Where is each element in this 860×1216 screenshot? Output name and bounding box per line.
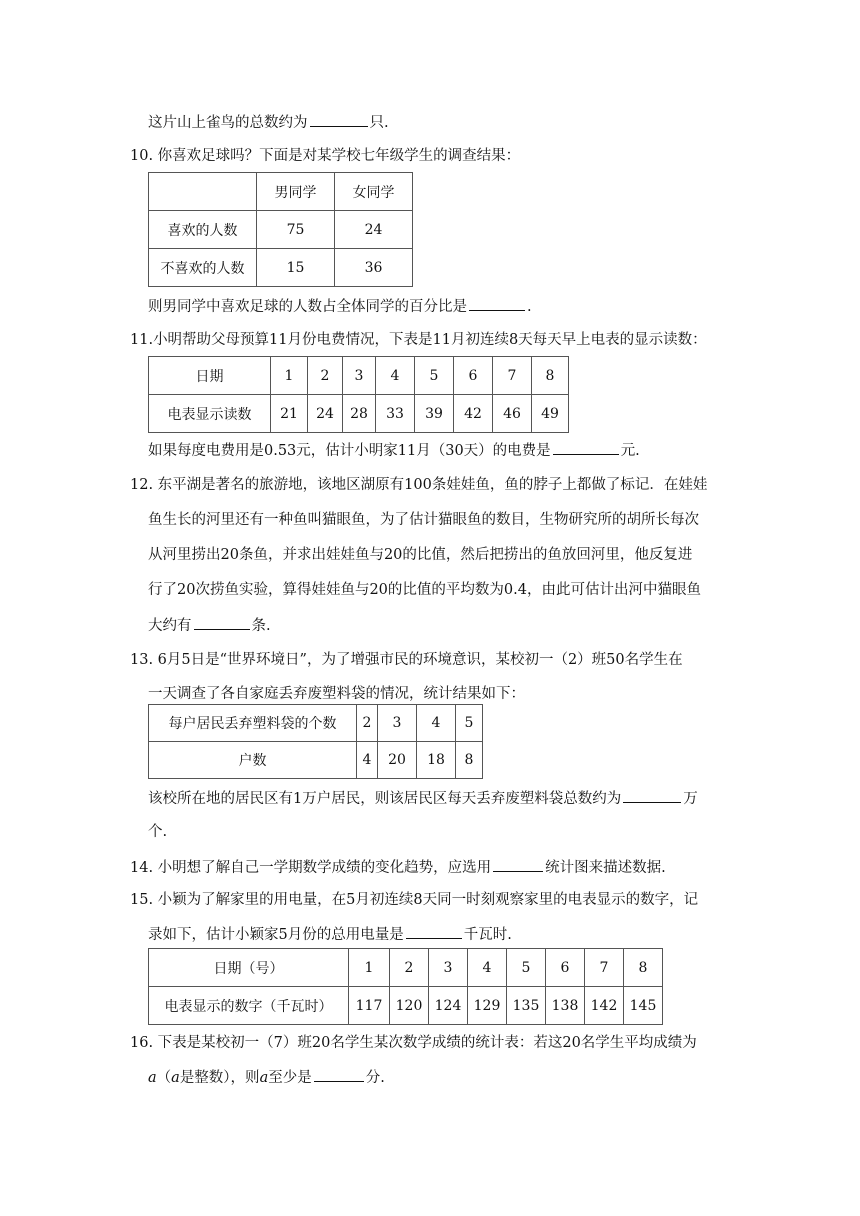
table-cell: 15 xyxy=(257,249,335,287)
question-text: 如果每度电费用是0.53元，估计小明家11月（30天）的电费是 xyxy=(148,443,551,459)
table-cell: 不喜欢的人数 xyxy=(149,249,257,287)
table-cell: 7 xyxy=(493,357,532,395)
question-text: 大约有 xyxy=(148,618,192,634)
q9-tail xyxy=(148,112,389,133)
table-cell: 2 xyxy=(308,357,343,395)
table-cell: 135 xyxy=(507,987,546,1025)
q15-line-2 xyxy=(148,924,512,945)
question-text-end: . xyxy=(527,299,532,315)
question-number: 10. xyxy=(130,148,154,164)
table-cell: 5 xyxy=(456,705,483,742)
table-cell: 24 xyxy=(308,395,343,433)
table-cell: 49 xyxy=(532,395,569,433)
q12-line-4: 行了20次捞鱼实验，算得娃娃鱼与20的比值的平均数为0.4，由此可估计出河中猫眼鱼 xyxy=(148,582,701,598)
q16-line-1 xyxy=(130,1033,697,1053)
q13-line-2: 一天调查了各自家庭丢弃废塑料袋的情况，统计结果如下： xyxy=(148,686,525,702)
q12-line-2: 鱼生长的河里还有一种鱼叫猫眼鱼，为了估计猫眼鱼的数目，生物研究所的胡所长每次 xyxy=(148,512,699,528)
table-cell: 8 xyxy=(624,949,663,987)
table-cell: 129 xyxy=(468,987,507,1025)
variable-a: a xyxy=(148,1070,157,1086)
q10-question xyxy=(148,296,532,317)
q10-table xyxy=(148,172,413,287)
question-text: 下表是某校初一（7）班20名学生某次数学成绩的统计表：若这20名学生平均成绩为 xyxy=(157,1035,697,1051)
table-cell: 24 xyxy=(335,211,413,249)
q9-text-end: 只. xyxy=(369,115,389,131)
table-cell: 5 xyxy=(507,949,546,987)
table-cell: 39 xyxy=(415,395,454,433)
table-cell: 6 xyxy=(454,357,493,395)
question-text: 该校所在地的居民区有1万户居民，则该居民区每天丢弃废塑料袋总数约为 xyxy=(148,791,622,807)
question-text: 小明帮助父母预算11月份电费情况，下表是11月初连续8天每天早上电表的显示读数： xyxy=(153,332,707,348)
q13-question-line-2: 个. xyxy=(148,824,168,840)
q11-stem xyxy=(130,330,707,350)
q13-line-1 xyxy=(130,650,683,670)
question-text: 至少是 xyxy=(268,1070,312,1086)
table-cell: 男同学 xyxy=(257,173,335,211)
table-cell: 8 xyxy=(532,357,569,395)
table-cell: 75 xyxy=(257,211,335,249)
q14 xyxy=(130,857,666,878)
table-cell: 日期（号） xyxy=(149,949,349,987)
question-text: 录如下，估计小颖家5月份的总用电量是 xyxy=(148,927,404,943)
answer-blank xyxy=(493,857,543,872)
q13-table xyxy=(148,704,483,779)
variable-a: a xyxy=(171,1070,180,1086)
table-cell: 户数 xyxy=(149,742,357,779)
table-cell: 电表显示的数字（千瓦时） xyxy=(149,987,349,1025)
question-text-end: 千瓦时. xyxy=(463,927,512,943)
variable-a: a xyxy=(259,1070,269,1086)
question-number: 12. xyxy=(130,477,154,493)
answer-blank xyxy=(623,788,681,803)
table-cell: 每户居民丢弃塑料袋的个数 xyxy=(149,705,357,742)
table-cell: 36 xyxy=(335,249,413,287)
answer-blank xyxy=(469,296,525,311)
table-cell: 18 xyxy=(417,742,456,779)
table-cell: 138 xyxy=(546,987,585,1025)
table-cell: 1 xyxy=(349,949,390,987)
table-cell: 2 xyxy=(390,949,429,987)
q16-line-2 xyxy=(148,1067,385,1088)
table-cell: 33 xyxy=(376,395,415,433)
table-cell: 117 xyxy=(349,987,390,1025)
q15-line-1 xyxy=(130,890,698,910)
q11-question xyxy=(148,440,640,461)
question-text: 则男同学中喜欢足球的人数占全体同学的百分比是 xyxy=(148,299,467,315)
table-cell: 1 xyxy=(271,357,308,395)
table-cell: 21 xyxy=(271,395,308,433)
q9-text: 这片山上雀鸟的总数约为 xyxy=(148,115,308,131)
question-number: 13. xyxy=(130,652,154,668)
q11-table xyxy=(148,356,569,433)
table-cell: 4 xyxy=(376,357,415,395)
table-cell: 日期 xyxy=(149,357,271,395)
question-text: 东平湖是著名的旅游地，该地区湖原有100条娃娃鱼，鱼的脖子上都做了标记．在娃娃 xyxy=(157,477,708,493)
question-text-end: 条. xyxy=(251,618,271,634)
answer-blank xyxy=(553,440,619,455)
question-text-end: 万 xyxy=(683,791,698,807)
table-cell: 28 xyxy=(343,395,376,433)
table-cell: 4 xyxy=(417,705,456,742)
question-text: 6月5日是“世界环境日”，为了增强市民的环境意识，某校初一（2）班50名学生在 xyxy=(157,652,683,668)
question-text-end: 分. xyxy=(365,1070,385,1086)
question-text: 小明想了解自己一学期数学成绩的变化趋势，应选用 xyxy=(157,860,492,876)
table-cell: 5 xyxy=(415,357,454,395)
question-text-end: 统计图来描述数据. xyxy=(545,860,666,876)
answer-blank xyxy=(310,112,368,127)
q15-table xyxy=(148,948,663,1025)
q12-line-1 xyxy=(130,475,707,495)
q12-line-3: 从河里捞出20条鱼，并求出娃娃鱼与20的比值，然后把捞出的鱼放回河里，他反复进 xyxy=(148,547,693,563)
answer-blank xyxy=(314,1067,364,1082)
table-cell xyxy=(149,173,257,211)
question-text-end: 元. xyxy=(620,443,640,459)
question-text: 小颖为了解家里的用电量，在5月初连续8天同一时刻观察家里的电表显示的数字，记 xyxy=(157,892,699,908)
answer-blank xyxy=(194,615,250,630)
table-cell: 4 xyxy=(357,742,378,779)
question-number: 16. xyxy=(130,1035,154,1051)
table-cell: 喜欢的人数 xyxy=(149,211,257,249)
answer-blank xyxy=(406,924,462,939)
table-cell: 145 xyxy=(624,987,663,1025)
table-cell: 电表显示读数 xyxy=(149,395,271,433)
table-cell: 46 xyxy=(493,395,532,433)
q12-line-5 xyxy=(148,615,271,636)
table-cell: 8 xyxy=(456,742,483,779)
table-cell: 3 xyxy=(378,705,417,742)
question-number: 14. xyxy=(130,860,154,876)
table-cell: 3 xyxy=(429,949,468,987)
table-cell: 20 xyxy=(378,742,417,779)
question-text: 是整数），则 xyxy=(179,1070,260,1086)
table-cell: 3 xyxy=(343,357,376,395)
table-cell: 6 xyxy=(546,949,585,987)
table-cell: 120 xyxy=(390,987,429,1025)
paren-open: （ xyxy=(156,1070,172,1086)
question-number: 11. xyxy=(130,332,154,348)
table-cell: 7 xyxy=(585,949,624,987)
question-number: 15. xyxy=(130,892,154,908)
q13-question xyxy=(148,788,698,809)
table-cell: 42 xyxy=(454,395,493,433)
question-text: 你喜欢足球吗？下面是对某学校七年级学生的调查结果： xyxy=(157,148,521,164)
table-cell: 4 xyxy=(468,949,507,987)
table-cell: 2 xyxy=(357,705,378,742)
q10-stem xyxy=(130,146,520,166)
table-cell: 124 xyxy=(429,987,468,1025)
table-cell: 女同学 xyxy=(335,173,413,211)
table-cell: 142 xyxy=(585,987,624,1025)
